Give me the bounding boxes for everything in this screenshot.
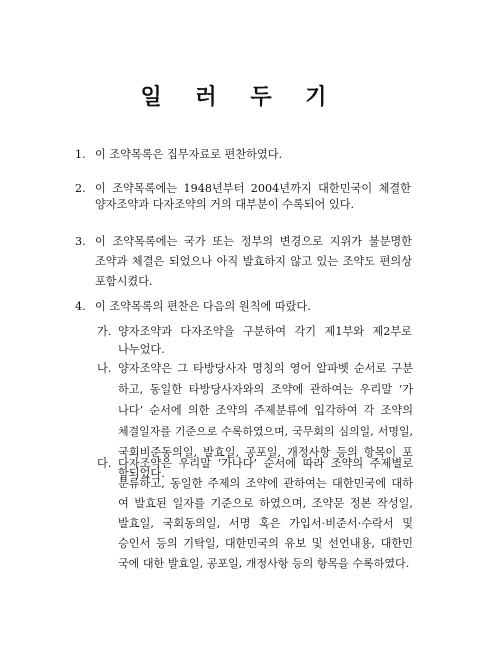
subitem-na-line-2: 하고, 동일한 타방당사자와의 조약에 관하여는 우리말 ‘가: [118, 383, 413, 396]
subitem-ga-line-2: 나누었다.: [118, 343, 165, 356]
subitem-na-line-6: 함되었다.: [118, 467, 165, 480]
item-3-line-3: 포함시켰다.: [95, 275, 153, 288]
subitem-da-line-1: 다자조약은 우리말 ‘가나다’ 순서에 따라 조약의 주제별로: [118, 457, 413, 470]
item-2-line-1: 이 조약목록에는 1948년부터 2004년까지 대한민국이 체결한: [95, 182, 411, 195]
subitem-na-marker: 나.: [97, 362, 112, 375]
item-3-number: 3.: [75, 235, 86, 248]
item-1-line-1: 이 조약목록은 집무자료로 편찬하였다.: [95, 148, 283, 161]
item-2-line-2: 양자조약과 다자조약의 거의 대부분이 수록되어 있다.: [95, 198, 355, 211]
subitem-da-line-6: 국에 대한 발효일, 공포일, 개정사항 등의 항목을 수록하였다.: [118, 557, 410, 570]
subitem-da-line-5: 승인서 등의 기탁일, 대한민국의 유보 및 선언내용, 대한민: [118, 537, 413, 550]
item-2-number: 2.: [75, 182, 86, 195]
subitem-ga-line-1: 양자조약과 다자조약을 구분하여 각기 제1부와 제2부로: [118, 325, 412, 338]
item-4-line-1: 이 조약목록의 편찬은 다음의 원칙에 따랐다.: [95, 300, 311, 313]
page-title: 일 러 두 기: [140, 85, 340, 110]
subitem-da-line-3: 여 발효된 일자를 기준으로 하였으며, 조약문 정본 작성일,: [118, 497, 413, 510]
subitem-na-line-5: 국회비준동의일, 발효일, 공포일, 개정사항 등의 항목이 포: [118, 446, 413, 459]
item-3-line-2: 조약과 체결은 되었으나 아직 발효하지 않고 있는 조약도 편의상: [95, 255, 412, 268]
subitem-da-line-2: 분류하고, 동일한 주제의 조약에 관하여는 대한민국에 대하: [118, 477, 413, 490]
subitem-da-marker: 다.: [97, 457, 112, 470]
subitem-ga-marker: 가.: [97, 325, 112, 338]
item-1-number: 1.: [75, 148, 86, 161]
subitem-na-line-1: 양자조약은 그 타방당사자 명칭의 영어 알파벳 순서로 구분: [118, 362, 413, 375]
item-4-number: 4.: [75, 300, 86, 313]
subitem-na-line-3: 나다’ 순서에 의한 조약의 주제분류에 입각하여 각 조약의: [118, 404, 413, 417]
item-3-line-1: 이 조약목록에는 국가 또는 정부의 변경으로 지위가 불분명한: [95, 235, 412, 248]
subitem-da-line-4: 발효일, 국회동의일, 서명 혹은 가입서·비준서·수락서 및: [118, 517, 413, 530]
subitem-na-line-4: 체결일자를 기준으로 수록하였으며, 국무회의 심의일, 서명일,: [118, 425, 413, 438]
